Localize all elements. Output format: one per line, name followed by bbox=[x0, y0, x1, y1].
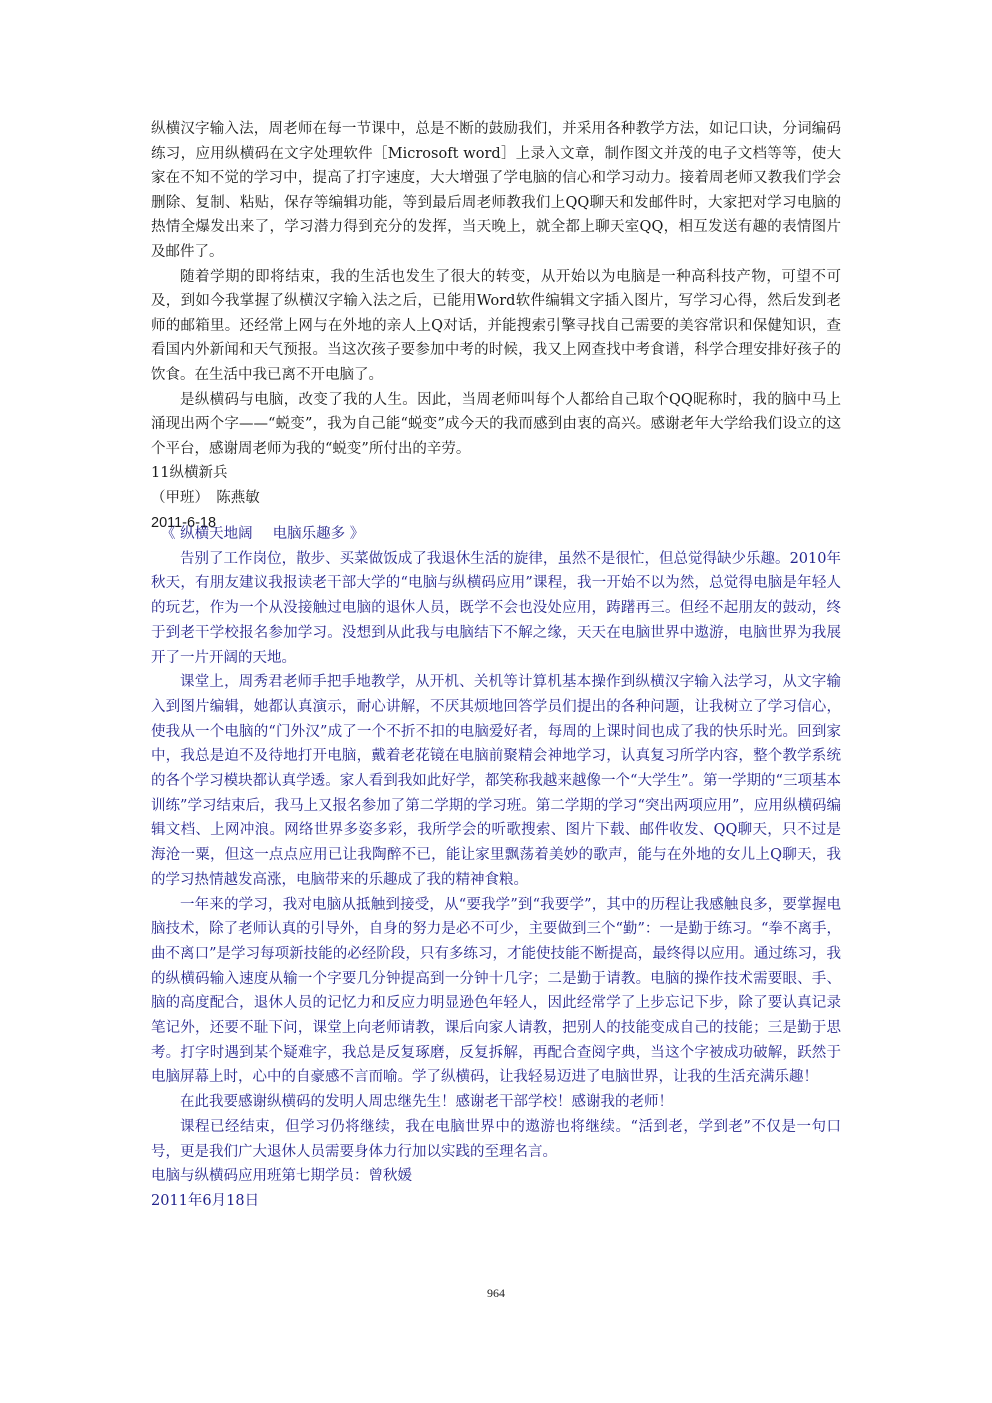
article-one-paragraph-1: 纵横汉字输入法，周老师在每一节课中，总是不断的鼓励我们，并采用各种教学方法，如记口诀，分词编码练习，应用纵横码在文字处理软件［Microsoft word］上录入文章，制作图文并茂的电子文档等等，使大家在不知不觉的学习中，提高了打字速度，大大增强了学电脑的信心和学习动力。接着周老师又教我们学会删除、复制、粘贴，保存等编辑功能，等到最后周老师教我们上QQ聊天和发邮件时，大家把对学习电脑的热情全爆发出来了，学习潜力得到充分的发挥，当天晚上，就全都上聊天室QQ，相互发送有趣的表情图片及邮件了。 bbox=[151, 121, 841, 260]
article-one bbox=[151, 117, 841, 535]
article-one-paragraph-3: 是纵横码与电脑，改变了我的人生。因此，当周老师叫每个人都给自己取个QQ昵称时，我的脑中马上涌现出两个字——“蜕变”，我为自己能“蜕变”成今天的我而感到由衷的高兴。感谢老年大学给我们设立的这个平台，感谢周老师为我的“蜕变”所付出的辛劳。 bbox=[151, 391, 841, 457]
article-two-title-left: 《 纵横天地阔 bbox=[161, 526, 253, 542]
article-one-signature-date: 2011-6-18 bbox=[151, 514, 217, 531]
article-one-signature-team: 11纵横新兵 bbox=[151, 465, 228, 482]
article-two-signature-date: 2011年6月18日 bbox=[151, 1192, 260, 1209]
article-two-title-right: 电脑乐趣多 》 bbox=[272, 526, 365, 542]
article-two-paragraph-3: 一年来的学习，我对电脑从抵触到接受，从“要我学”到“我要学”，其中的历程让我感触良多，要掌握电脑技术，除了老师认真的引导外，自身的努力是必不可少，主要做到三个“勤”：一是勤于练习。“拳不离手，曲不离口”是学习每项新技能的必经阶段，只有多练习，才能使技能不断提高，最终得以应用。通过练习，我的纵横码输入速度从输一个字要几分钟提高到一分钟十几字；二是勤于请教。电脑的操作技术需要眼、手、脑的高度配合，退休人员的记忆力和反应力明显逊色年轻人，因此经常学了上步忘记下步，除了要认真记录笔记外，还要不耻下问，课堂上向老师请教，课后向家人请教，把别人的技能变成自己的技能；三是勤于思考。打字时遇到某个疑难字，我总是反复琢磨，反复拆解，再配合查阅字典，当这个字被成功破解，跃然于电脑屏幕上时，心中的自豪感不言而喻。学了纵横码，让我轻易迈进了电脑世界，让我的生活充满乐趣！ bbox=[151, 896, 841, 1086]
article-two bbox=[151, 522, 841, 1214]
article-two-paragraph-5: 课程已经结束，但学习仍将继续，我在电脑世界中的遨游也将继续。“活到老，学到老”不仅是一句口号，更是我们广大退休人员需要身体力行加以实践的至理名言。 bbox=[151, 1118, 841, 1160]
article-two-paragraph-4: 在此我要感谢纵横码的发明人周忠继先生！感谢老干部学校！感谢我的老师！ bbox=[180, 1094, 673, 1111]
article-one-paragraph-2: 随着学期的即将结束，我的生活也发生了很大的转变，从开始以为电脑是一种高科技产物，可望不可及，到如今我掌握了纵横汉字输入法之后，已能用Word软件编辑文字插入图片，写学习心得，然后发到老师的邮箱里。还经常上网与在外地的亲人上Q对话，并能搜索引擎寻找自己需要的美容常识和保健知识，查看国内外新闻和天气预报。当这次孩子要参加中考的时候，我又上网查找中考食谱，科学合理安排好孩子的饮食。在生活中我已离不开电脑了。 bbox=[151, 268, 841, 383]
article-two-paragraph-2: 课堂上，周秀君老师手把手地教学，从开机、关机等计算机基本操作到纵横汉字输入法学习，从文字输入到图片编辑，她都认真演示，耐心讲解，不厌其烦地回答学员们提出的各种问题，让我树立了学习信心，使我从一个电脑的“门外汉”成了一个不折不扣的电脑爱好者，每周的上课时间也成了我的快乐时光。回到家中，我总是迫不及待地打开电脑，戴着老花镜在电脑前聚精会神地学习，认真复习所学内容，整个教学系统的各个学习模块都认真学透。家人看到我如此好学，都笑称我越来越像一个“大学生”。第一学期的“三项基本训练”学习结束后，我马上又报名参加了第二学期的学习班。第二学期的学习“突出两项应用”，应用纵横码编辑文档、上网冲浪。网络世界多姿多彩，我所学会的听歌搜索、图片下载、邮件收发、QQ聊天，只不过是海沧一粟，但这一点点应用已让我陶醉不已，能让家里飘荡着美妙的歌声，能与在外地的女儿上Q聊天，我的学习热情越发高涨，电脑带来的乐趣成了我的精神食粮。 bbox=[151, 674, 841, 888]
article-two-paragraph-1: 告别了工作岗位，散步、买菜做饭成了我退休生活的旋律，虽然不是很忙，但总觉得缺少乐趣。2010年秋天，有朋友建议我报读老干部大学的“电脑与纵横码应用”课程，我一开始不以为然，总觉得电脑是年轻人的玩艺，作为一个从没接触过电脑的退休人员，既学不会也没处应用，踌躇再三。但经不起朋友的鼓动，终于到老干学校报名参加学习。没想到从此我与电脑结下不解之缘，天天在电脑世界中遨游，电脑世界为我展开了一片开阔的天地。 bbox=[151, 550, 841, 666]
article-two-signature: 电脑与纵横码应用班第七期学员：曾秋媛 bbox=[151, 1168, 412, 1185]
article-one-signature-author: （甲班） 陈燕敏 bbox=[151, 489, 260, 506]
article-two-title bbox=[151, 522, 841, 547]
page-number: 964 bbox=[487, 1286, 505, 1300]
